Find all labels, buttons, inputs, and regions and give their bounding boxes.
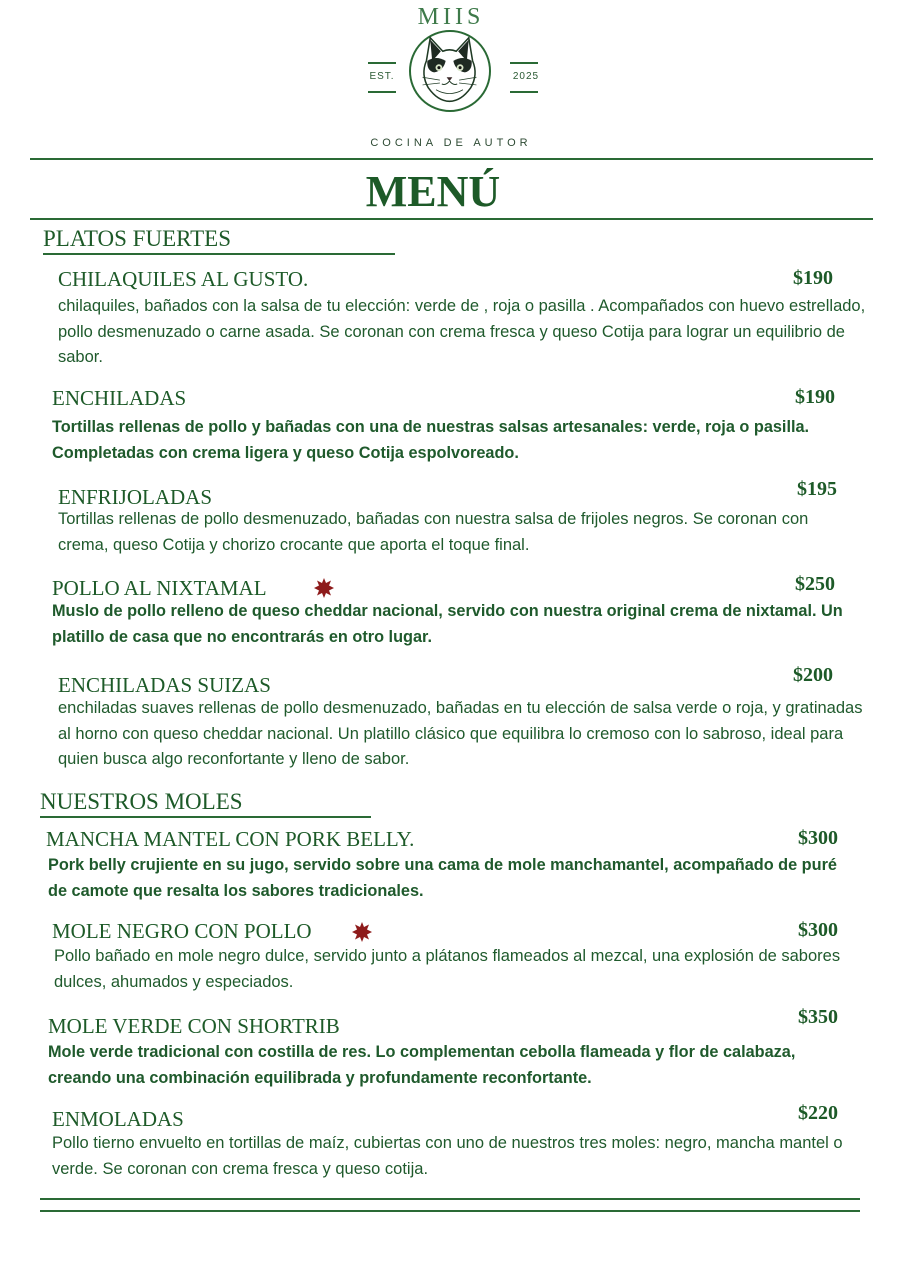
brand-name: MIIS <box>417 4 485 30</box>
menu-item-name: ENMOLADAS <box>52 1107 184 1131</box>
menu-item-name: MOLE VERDE CON SHORTRIB <box>48 1014 340 1038</box>
divider <box>368 91 396 93</box>
header-rule <box>30 218 873 220</box>
menu-item-price: $300 <box>798 827 838 849</box>
menu-item-description: Muslo de pollo relleno de queso cheddar nacional, servido con nuestra original crema de nixtamal. Un platillo de casa que no encontrarás en otro lugar. <box>52 602 843 646</box>
menu-item-price: $300 <box>798 919 838 941</box>
menu-item-name: ENFRIJOLADAS <box>58 485 213 509</box>
menu-item-description: enchiladas suaves rellenas de pollo desmenuzado, bañadas en tu elección de salsa verde o roja, y gratinadas al horno con queso cheddar nacional. Un platillo clásico que equilibra lo cremoso con lo sabroso, ideal para quien busca algo reconfortante y lleno de sabor. <box>58 699 863 768</box>
footer-rule <box>40 1198 860 1200</box>
menu-item-description: Tortillas rellenas de pollo desmenuzado, bañadas con nuestra salsa de frijoles negros. Se coronan con crema, queso Cotija y chorizo crocante que aporta el toque final. <box>58 510 809 554</box>
year-label: 2025 <box>512 71 540 82</box>
page-title: MENÚ <box>365 167 501 216</box>
section-heading-nuestros-moles: NUESTROS MOLES <box>40 789 371 818</box>
menu-item-description: Pollo bañado en mole negro dulce, servido junto a plátanos flameados al mezcal, una explosión de sabores dulces, ahumados y especiados. <box>54 947 841 991</box>
menu-item-price: $190 <box>793 267 833 289</box>
menu-item-name: MANCHA MANTEL CON PORK BELLY. <box>46 827 415 851</box>
tagline: COCINA DE AUTOR <box>370 137 532 149</box>
divider <box>368 62 396 64</box>
menu-item-description: Pork belly crujiente en su jugo, servido sobre una cama de mole manchamantel, acompañado de puré de camote que resalta los sabores tradicionales. <box>48 856 837 900</box>
menu-item-price: $250 <box>795 573 835 595</box>
menu-item-name: MOLE NEGRO CON POLLO <box>52 919 312 943</box>
menu-item-price: $350 <box>798 1006 838 1028</box>
footer-rule <box>40 1210 860 1212</box>
menu-item-price: $220 <box>798 1102 838 1124</box>
chef-special-star-icon <box>314 578 334 598</box>
menu-item-description: Mole verde tradicional con costilla de res. Lo complementan cebolla flameada y flor de calabaza, creando una combinación equilibrada y profundamente reconfortante. <box>48 1043 796 1087</box>
chef-special-star-icon <box>352 922 372 942</box>
menu-item-description: Pollo tierno envuelto en tortillas de maíz, cubiertas con uno de nuestros tres moles: negro, mancha mantel o verde. Se coronan con crema fresca y queso cotija. <box>52 1134 843 1178</box>
menu-item-name: POLLO AL NIXTAMAL <box>52 576 267 600</box>
menu-item-name: ENCHILADAS <box>52 386 187 410</box>
divider <box>510 91 538 93</box>
menu-item-price: $190 <box>795 386 835 408</box>
est-label: EST. <box>369 71 395 82</box>
header-rule <box>30 158 873 160</box>
section-heading-platos-fuertes: PLATOS FUERTES <box>43 226 395 255</box>
menu-item-description: Tortillas rellenas de pollo y bañadas con una de nuestras salsas artesanales: verde, roja o pasilla. Completadas con crema ligera y queso Cotija espolvoreado. <box>52 418 810 462</box>
menu-item-price: $200 <box>793 664 833 686</box>
menu-item-price: $195 <box>797 478 837 500</box>
menu-item-name: ENCHILADAS SUIZAS <box>58 673 271 697</box>
menu-item-description: chilaquiles, bañados con la salsa de tu elección: verde de , roja o pasilla . Acompañados con huevo estrellado, pollo desmenuzado o carne asada. Se coronan con crema fresca y queso Cotija para lograr un equilibrio de sabor. <box>58 297 866 366</box>
cat-logo-icon <box>409 30 491 112</box>
menu-item-name: CHILAQUILES AL GUSTO. <box>58 267 309 291</box>
divider <box>510 62 538 64</box>
